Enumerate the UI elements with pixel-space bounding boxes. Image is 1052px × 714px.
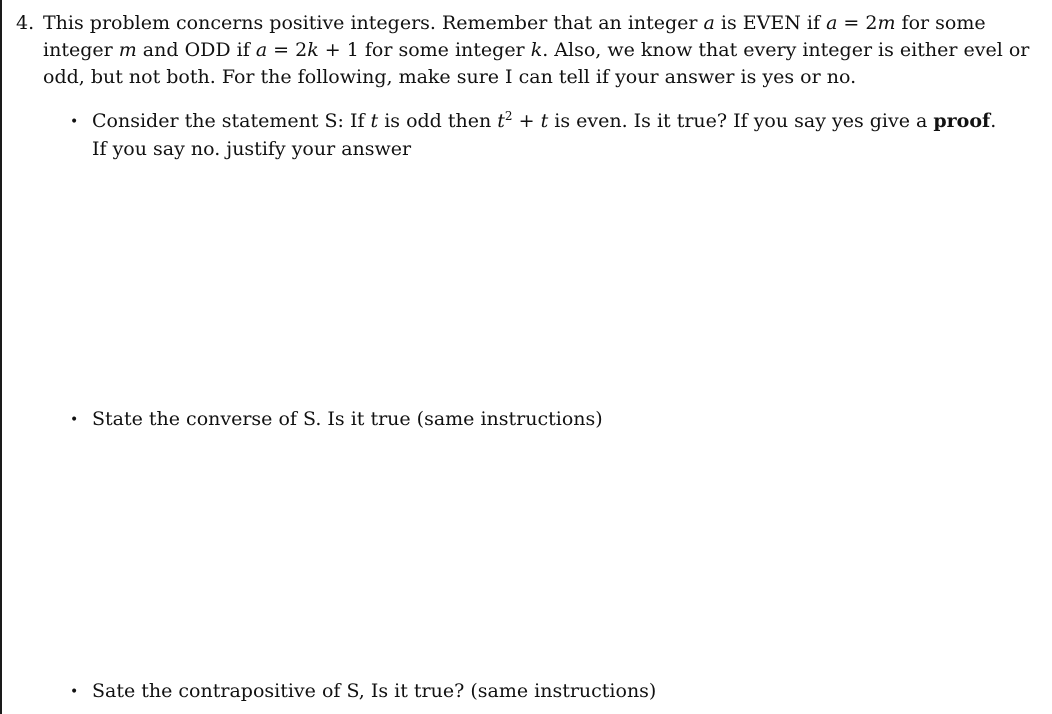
- bullet-icon: •: [70, 114, 79, 130]
- left-border-rule: [0, 0, 2, 714]
- bullet-text: State the converse of S. Is it true (same instructions): [92, 408, 603, 430]
- bullet-icon: •: [70, 684, 79, 700]
- text-segment: .: [990, 110, 997, 132]
- math-variable: k: [530, 39, 543, 61]
- text-segment: for some: [895, 12, 986, 34]
- bullet-item-contrapositive: [70, 678, 656, 706]
- text-segment: integer: [43, 39, 119, 61]
- bullet-item-converse: [70, 406, 603, 434]
- problem-number: 4.: [16, 12, 35, 34]
- math-variable: t: [370, 110, 379, 132]
- bold-proof-word: proof: [933, 110, 991, 132]
- problem-line-3: odd, but not both. For the following, make sure I can tell if your answer is yes or no.: [43, 66, 857, 88]
- text-segment: This problem concerns positive integers. Remember that an integer: [43, 12, 704, 34]
- text-segment: is EVEN if: [714, 12, 827, 34]
- math-variable: t: [540, 110, 549, 132]
- bullet-icon: •: [70, 412, 79, 428]
- text-segment: and ODD if: [136, 39, 256, 61]
- text-segment: is even. Is it true? If you say yes give a: [548, 110, 934, 132]
- text-segment: + 1 for some integer: [318, 39, 531, 61]
- text-segment: +: [512, 110, 541, 132]
- math-variable: a: [703, 12, 715, 34]
- math-variable: t: [497, 110, 505, 132]
- math-variable: a: [826, 12, 838, 34]
- math-variable: k: [307, 39, 319, 61]
- math-variable: m: [877, 12, 896, 34]
- problem-line-2: [16, 37, 1030, 64]
- text-segment: = 2: [837, 12, 878, 34]
- math-variable: a: [255, 39, 268, 61]
- math-exponent: 2: [504, 109, 513, 123]
- text-segment: Consider the statement S: If: [92, 110, 371, 132]
- bullet-continuation: If you say no. justify your answer: [92, 138, 412, 160]
- text-segment: is odd then: [378, 110, 498, 132]
- problem-statement: [16, 10, 1030, 91]
- text-segment: = 2: [267, 39, 308, 61]
- problem-line-1: [16, 10, 1026, 37]
- math-variable: m: [118, 39, 137, 61]
- text-segment: . Also, we know that every integer is either evel or: [542, 39, 1030, 61]
- bullet-item-statement-s: [70, 108, 996, 163]
- bullet-text: Sate the contrapositive of S, Is it true? (same instructions): [92, 680, 657, 702]
